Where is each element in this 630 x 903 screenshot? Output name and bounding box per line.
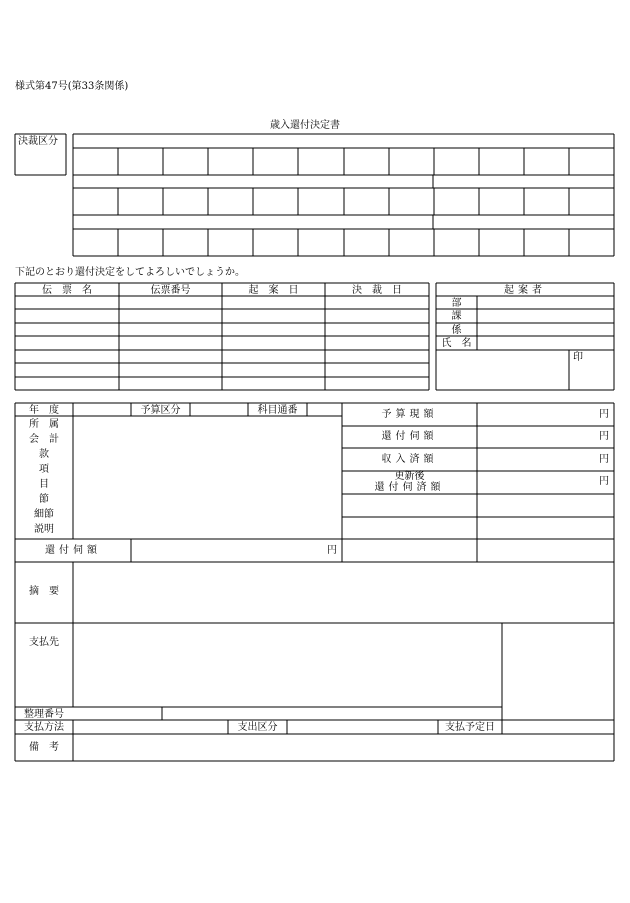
yen-4: 円 — [599, 476, 609, 487]
saisetsu-label: 細節 — [34, 509, 54, 520]
account-code-label: 科目通番 — [257, 405, 298, 416]
setsu-label: 節 — [39, 494, 49, 505]
yen-5: 円 — [327, 545, 337, 556]
header-decision-date: 決 裁 日 — [352, 285, 402, 296]
budget-current-label: 予算現額 — [381, 409, 438, 420]
decision-category-label: 決裁区分 — [18, 136, 58, 147]
drafter-unit: 係 — [451, 325, 462, 336]
document-title: 歳入還付決定書 — [270, 120, 340, 131]
refund-amount-label: 還付伺額 — [45, 545, 101, 556]
kan-label: 款 — [39, 449, 49, 460]
explanation-label: 説明 — [34, 524, 54, 535]
received-amount-label: 収入済額 — [381, 454, 438, 465]
yen-1: 円 — [599, 409, 609, 420]
seal-label: 印 — [573, 352, 583, 363]
header-voucher-name: 伝 票 名 — [42, 285, 92, 296]
payee-label: 支払先 — [29, 637, 59, 648]
summary-label: 摘 要 — [29, 586, 59, 597]
affiliation-label: 所 属 — [29, 419, 59, 430]
form-number: 様式第47号(第33条関係) — [15, 81, 129, 92]
drafter-name-label: 氏 名 — [441, 338, 472, 349]
updated-label: 更新後 — [394, 471, 425, 482]
drafter-title: 起案者 — [504, 285, 546, 296]
header-voucher-number: 伝票番号 — [150, 285, 191, 296]
expenditure-category-label: 支出区分 — [237, 722, 278, 733]
refund-request-label: 還付伺額 — [381, 431, 438, 442]
header-draft-date: 起 案 日 — [248, 285, 299, 296]
drafter-section: 課 — [451, 311, 462, 322]
moku-label: 目 — [39, 479, 49, 490]
fiscal-year-label: 年 度 — [29, 405, 59, 416]
scheduled-payment-date-label: 支払予定日 — [445, 722, 495, 733]
request-prompt: 下記のとおり還付決定をしてよろしいでしょうか。 — [15, 267, 245, 278]
yen-2: 円 — [599, 431, 609, 442]
budget-category-label: 予算区分 — [140, 405, 181, 416]
updated-refund-label: 還付伺済額 — [374, 482, 445, 493]
reference-number-label: 整理番号 — [24, 709, 64, 720]
kou-label: 項 — [39, 464, 49, 475]
remarks-label: 備 考 — [29, 742, 59, 753]
accounting-label: 会 計 — [29, 434, 59, 445]
yen-3: 円 — [599, 454, 609, 465]
payment-method-label: 支払方法 — [24, 722, 64, 733]
drafter-department: 部 — [451, 298, 462, 309]
